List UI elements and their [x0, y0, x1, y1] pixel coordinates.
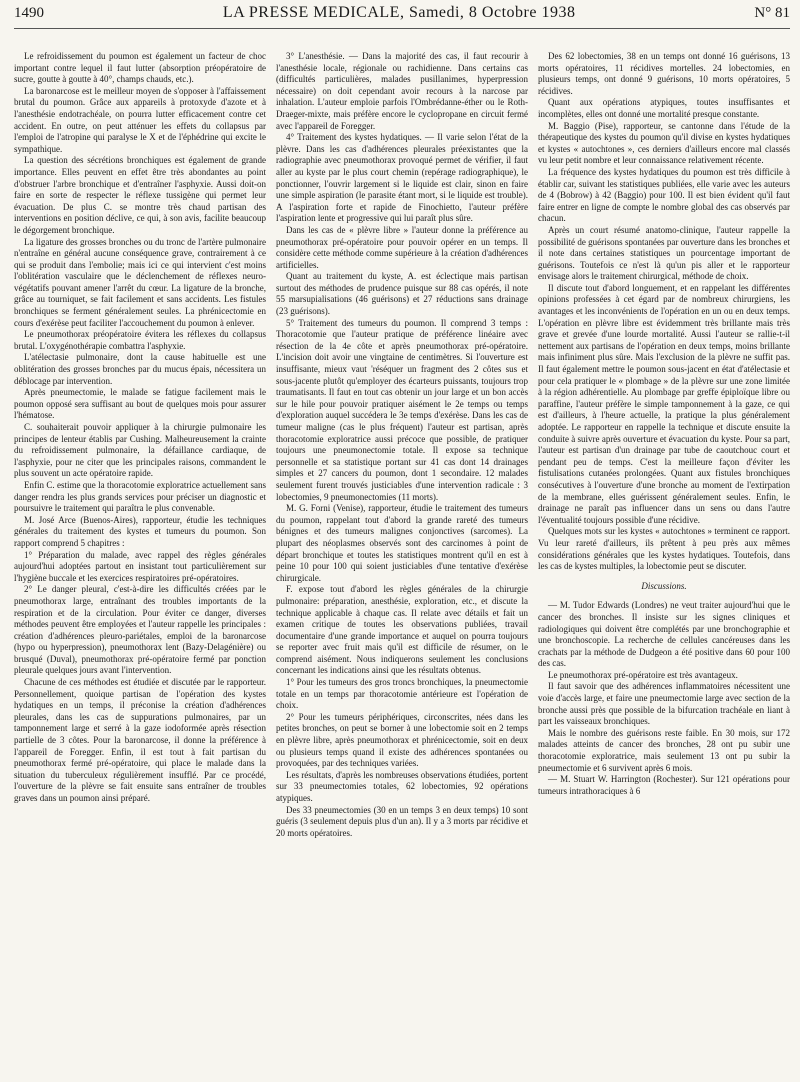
paragraph: La baronarcose est le meilleur moyen de s'opposer à l'affaissement brutal du poumon. Grâce aux appareils à protoxyde d'azote et à l'anesthésie endotrachéale, on pourra lutter efficacement contre cet accident. En outre, on peut atténuer les effets du collapsus par l'emploi de l'atropine qui paralyse le X et de l'éphédrine qui excite le sympathique.: [14, 85, 266, 154]
paragraph: Après un court résumé anatomo-clinique, l'auteur rappelle la possibilité de guérisons spontanées par ouverture dans les bronches et il note dans certaines statistiques un pourcentage important de guérisons. Toutefois ce n'est là qu'un pis aller et le rapporteur envisage alors le traitement chirurgical, méthode de choix.: [538, 224, 790, 282]
paragraph: Dans les cas de « plèvre libre » l'auteur donne la préférence au pneumothorax pré-opératoire pour pouvoir opérer en un temps. Il considère cette méthode comme supérieure à la création d'adhérences artificielles.: [276, 224, 528, 270]
paragraph: 1° Préparation du malade, avec rappel des règles générales aujourd'hui adoptées partout en insistant tout particulièrement sur l'hygiène buccale et les exercices respiratoires pré-opératoires.: [14, 549, 266, 583]
paragraph: 2° Le danger pleural, c'est-à-dire les difficultés créées par le pneumothorax large, entraînant des troubles importants de la respiration et de la circulation. Pour éviter ce danger, diverses méthodes peuvent être employées et l'auteur rappelle les principales : création d'adhérences pleuro-pariétales, emploi de la baronarcose (hypo ou hyperpression), pneumothorax lent (Bazy-Delagénière) ou brusqué (Duval), pneumothorax pré-opératoire fermé par ponction pleurale quelques jours avant l'intervention.: [14, 584, 266, 676]
paragraph: Il faut savoir que des adhérences inflammatoires nécessitent une voie d'accès large, et faire une pneumectomie large avec section de la bronche aussi près que possible de la bifurcation trachéale en liant à part les vaisseaux bronchiques.: [538, 681, 790, 727]
paragraph: Après pneumectomie, le malade se fatigue facilement mais le poumon opposé sera suffisant au bout de quelques mois pour assurer l'hématose.: [14, 387, 266, 421]
paragraph: — M. Stuart W. Harrington (Rochester). Sur 121 opérations pour tumeurs intrathoraciques à 6: [538, 774, 790, 796]
paragraph: La fréquence des kystes hydatiques du poumon est très difficile à établir car, suivant les statistiques publiées, elle varie avec les auteurs de 4 (Bobrow) à 42 (Baggio) pour 100. Il est bien évident qu'il faut faire entrer en ligne de compte le nombre global des cas observés par chacun.: [538, 166, 790, 224]
paragraph: 5° Traitement des tumeurs du poumon. Il comprend 3 temps : Thoracotomie que l'auteur pratique de préférence linéaire avec résection de la 4e côte et après pneumothorax pré-opératoire. L'incision doit avoir une vingtaine de centimètres. Si l'ouverture est insuffisante, mieux vaut 'réséquer un fragment des 2 côtes sus et sous-jacente plutôt qu'employer des écarteurs puissants, toujours trop traumatisants. Il faut en tout cas obtenir un jour large et un bon accès sur le hile pour pouvoir pratiquer aisément le 2e temps ou temps d'exploration auquel succédera le 3e temps d'exérèse. Dans les cas de tumeur maligne (cas le plus fréquent) l'auteur est partisan, après thoracotomie exploratrice aussi précoce que possible, de pratiquer toujours une pneumonectomie totale. Il expose sa technique personnelle et sa statistique portant sur 41 cas dont 14 drainages simples et 27 cancers du poumon, dont 1 secondaire. 12 malades seulement furent trouvés justiciables d'une intervention radicale : 3 lobectomies, 9 pneumonectomies (11 morts).: [276, 317, 528, 502]
paragraph: Le pneumothorax pré-opératoire est très avantageux.: [548, 669, 738, 680]
paragraph: C. souhaiterait pouvoir appliquer à la chirurgie pulmonaire les principes de lenteur établis par Cushing. Malheureusement la crainte du refroidissement pulmonaire, la défaillance cardiaque, de l'asphyxie, pour ne citer que les principales raisons, commandent le plus souvent un acte opératoire rapide.: [14, 422, 266, 479]
paragraph: Mais le nombre des guérisons reste faible. En 30 mois, sur 172 malades atteints de cancer des bronches, 28 ont pu subir une thoracotomie exploratrice, mais seulement 13 ont pu subir la pneumectomie et 6 survivent après 6 mois.: [538, 727, 790, 773]
paragraph: 3° L'anesthésie. — Dans la majorité des cas, il faut recourir à l'anesthésie locale, régionale ou rachidienne. Dans certains cas (difficultés particulières, malades pusillanimes, hyperpression nécessaire) on doit cependant avoir recours à la narcose par inhalation. L'auteur emploie parfois l'Ombrédanne-éther ou le Roth-Draeger-mixte, mais préfère encore le cyclopropane en circuit fermé avec l'appareil de Foregger.: [276, 51, 528, 131]
paragraph: L'atélectasie pulmonaire, dont la cause habituelle est une oblitération des grosses bronches par du mucus épais, nécessitera un déblocage par intervention.: [14, 352, 266, 386]
paragraph: M. Baggio (Pise), rapporteur, se cantonne dans l'étude de la thérapeutique des kystes du poumon qu'il divise en kystes hydatiques et kystes « autochtones », ces derniers d'ailleurs encore mal classés vu leur petit nombre et leur connaissance relativement récente.: [538, 120, 790, 166]
column-middle: [276, 51, 528, 1075]
section-heading: Discussions.: [641, 580, 687, 591]
paragraph: La question des sécrétions bronchiques est également de grande importance. Elles peuvent en effet être très abondantes au point d'obstruer l'arbre bronchique et d'entraîner l'asphyxie. Aussi doit-on faire en sorte de respecter le réflexe tussigène qui permet leur évacuation. De plus C. se montre très chaud partisan des interventions en position déclive, ce qui, à son avis, facilite beaucoup le dégorgement bronchique.: [14, 155, 266, 235]
paragraph: Il discute tout d'abord longuement, et en rappelant les différentes opinions professées à cet égard par de nombreux chirurgiens, les avantages et les inconvénients de l'opération en un ou en deux temps. L'opération en plèvre libre est évidemment très brillante mais très grave et grevée d'une lourde mortalité. Aussi l'auteur se rallie-t-il nettement aux partisans de l'opération en deux temps, moins brillante mais infiniment plus sûre. Mais l'exclusion de la plèvre ne suffit pas. Il faut également mettre le poumon sous-jacent en état d'atélectasie et pour cela pratiquer le « plombage » de la plèvre sur une zone limitée à la région adhérentielle. Au plombage par greffe épiploïque libre ou paraffine, l'auteur préfère le simple tamponnement à la gaze, ce qui est d'ailleurs, à l'heure actuelle, la pratique la plus généralement adoptée. Le rapporteur en rappelle la technique et discute ensuite la conduite à suivre après ouverture et évacuation du kyste. Pour sa part, l'auteur est partisan d'un drainage par tube de caoutchouc court et pendant peu de temps. C'est la meilleure façon d'éviter les fistulisations cutanées prolongées. Quant aux fistules bronchiques consécutives à l'ouverture d'une bronche au moment de l'extirpation de la membrane, elles guérissent généralement seules. Enfin, le drainage ne paraît pas influencer dans un sens ou dans l'autre l'éventualité toujours possible d'une récidive.: [538, 282, 790, 525]
paragraph: 1° Pour les tumeurs des gros troncs bronchiques, la pneumectomie totale en un temps par thoracotomie antérieure est l'opération de choix.: [276, 677, 528, 711]
paragraph: F. expose tout d'abord les règles générales de la chirurgie pulmonaire: préparation, anesthésie, exploration, etc., et discute la technique applicable à chaque cas. Il relate avec détails et fait un examen critique de toutes les observations publiées, travail documentaire d'une grande importance et auquel on pourra toujours se reporter avec fruit mais qu'il est difficile de résumer, on le comprend aisément. Nous indiquerons seulement les conclusions concernant les indications ainsi que les résultats obtenus.: [276, 584, 528, 676]
paragraph: M. José Arce (Buenos-Aires), rapporteur, étudie les techniques générales du traitement des kystes et tumeurs du poumon. Son rapport comprend 5 chapitres :: [14, 514, 266, 548]
paragraph: Chacune de ces méthodes est étudiée et discutée par le rapporteur. Personnellement, quoique partisan de l'opération des kystes hydatiques en un temps, il préconise la création d'adhérences pleurales, dans les cas de suppurations pulmonaires, par un tamponnement large et serré à la gaze iodoformée après résection partielle de 3 côtes. Pour la baronarcose, il donne la préférence à l'appareil de Foregger. Enfin, il est tout à fait partisan du pneumothorax fermé pré-opératoire, qui place le malade dans la situation du tuberculeux régulièrement insufflé. Par ce procédé, l'ouverture de la plèvre se fait ensuite sans entraîner de troubles graves dans un poumon ainsi préparé.: [14, 677, 266, 803]
paragraph: — M. Tudor Edwards (Londres) ne veut traiter aujourd'hui que le cancer des bronches. Il insiste sur les signes cliniques et radiologiques qui doivent être complétés par une bronchographie et une bronchoscopie. La recherche de cellules cancéreuses dans les crachats par la méthode de Dudgeon a été positive dans 60 pour 100 des cas.: [538, 600, 790, 669]
paragraph: Le pneumothorax préopératoire évitera les réflexes du collapsus brutal. L'oxygénothérapie combattra l'asphyxie.: [14, 329, 266, 351]
paragraph: Des 33 pneumectomies (30 en un temps 3 en deux temps) 10 sont guéris (3 seulement depuis plus d'un an). Il y a 3 morts par récidive et 20 morts opératoires.: [276, 804, 528, 838]
paragraph: La ligature des grosses bronches ou du tronc de l'artère pulmonaire n'entraîne en général aucune conséquence grave, contrairement à ce qui se produit dans l'embolie; mais ici ce qui intervient c'est moins l'oblitération vasculaire que le déclenchement de réflexes neuro-végétatifs pouvant amener l'arrêt du cœur. La ligature de la bronche, grâce au tourniquet, se fait facilement et sans accidents. Les fistules bronchiques se ferment généralement seules. La phrénicectomie en cours d'exérèse peut faciliter l'accouchement du poumon à enlever.: [14, 236, 266, 328]
page-header: [14, 4, 790, 29]
paragraph: Enfin C. estime que la thoracotomie exploratrice actuellement sans danger rendra les plus grands services pour préciser un diagnostic et poursuivre le traitement qui paraîtra le plus convenable.: [14, 479, 266, 514]
paragraph: Le refroidissement du poumon est également un facteur de choc important contre lequel il faut lutter (absorption préopératoire de sucre, goutte à goutte à 40°, champs chauds, etc.).: [14, 51, 266, 85]
paragraph: Les résultats, d'après les nombreuses observations étudiées, portent sur 33 pneumectomies totales, 62 lobectomies, 92 opérations atypiques.: [276, 769, 528, 803]
journal-title: LA PRESSE MEDICALE, Samedi, 8 Octobre 1938: [222, 4, 576, 21]
paragraph: Quant aux opérations atypiques, toutes insuffisantes et incomplètes, elles ont donné une mortalité presque constante.: [538, 97, 790, 119]
text-columns: [14, 51, 790, 1075]
paragraph: 2° Pour les tumeurs périphériques, circonscrites, nées dans les petites bronches, on peut se borner à une lobectomie soit en 2 temps en plèvre libre, après pneumothorax et phrénicectomie, soit en deux ou plusieurs temps quand il existe des adhérences spontanées ou provoquées, par des techniques variées.: [276, 711, 528, 769]
paragraph: M. G. Forni (Venise), rapporteur, étudie le traitement des tumeurs du poumon, rappelant tout d'abord la grande rareté des tumeurs bénignes et des tumeurs malignes conjonctives (sarcomes). La plupart des néoplasmes observés sont des carcinomes à point de départ bronchique et toutes les statistiques montrent qu'il en est à peine 10 pour 100 qui soient justiciables d'une tentative d'exérèse chirurgicale.: [276, 503, 528, 583]
paragraph: 4° Traitement des kystes hydatiques. — Il varie selon l'état de la plèvre. Dans les cas d'adhérences pleurales préexistantes que la radiographie avec pneumothorax provoqué permet de vérifier, il faut aller au kyste par le plus court chemin (repérage radiographique), le ponctionner, l'ouvrir largement si le liquide est clair, sinon en faire une simple aspiration (le parasite étant mort, si le liquide est trouble). A l'aspiration forte et rapide de Finochietto, l'auteur préfère l'aspiration lente et progressive qui lui paraît plus sûre.: [276, 132, 528, 224]
paragraph: Des 62 lobectomies, 38 en un temps ont donné 16 guérisons, 13 morts opératoires, 11 récidives mortelles. 24 lobectomies, en plusieurs temps, ont donné 9 guérisons, 10 morts opératoires, 5 récidives.: [538, 51, 790, 96]
issue-number: N° 81: [754, 5, 790, 21]
paragraph: Quant au traitement du kyste, A. est éclectique mais partisan surtout des méthodes de prudence puisque sur 88 cas opérés, il note 55 marsupialisations (46 guérisons) et 27 réductions sans drainage (23 guérisons).: [276, 271, 528, 317]
page-number: 1490: [14, 5, 44, 21]
column-right: [538, 51, 790, 1075]
column-left: [14, 51, 266, 1075]
paragraph: Quelques mots sur les kystes « autochtones » terminent ce rapport. Vu leur rareté d'ailleurs, ils prêtent à peu près aux mêmes considérations générales que les kystes hydatiques. Toutefois, dans les cas de kystes multiples, la lobectomie peut se discuter.: [538, 526, 790, 572]
